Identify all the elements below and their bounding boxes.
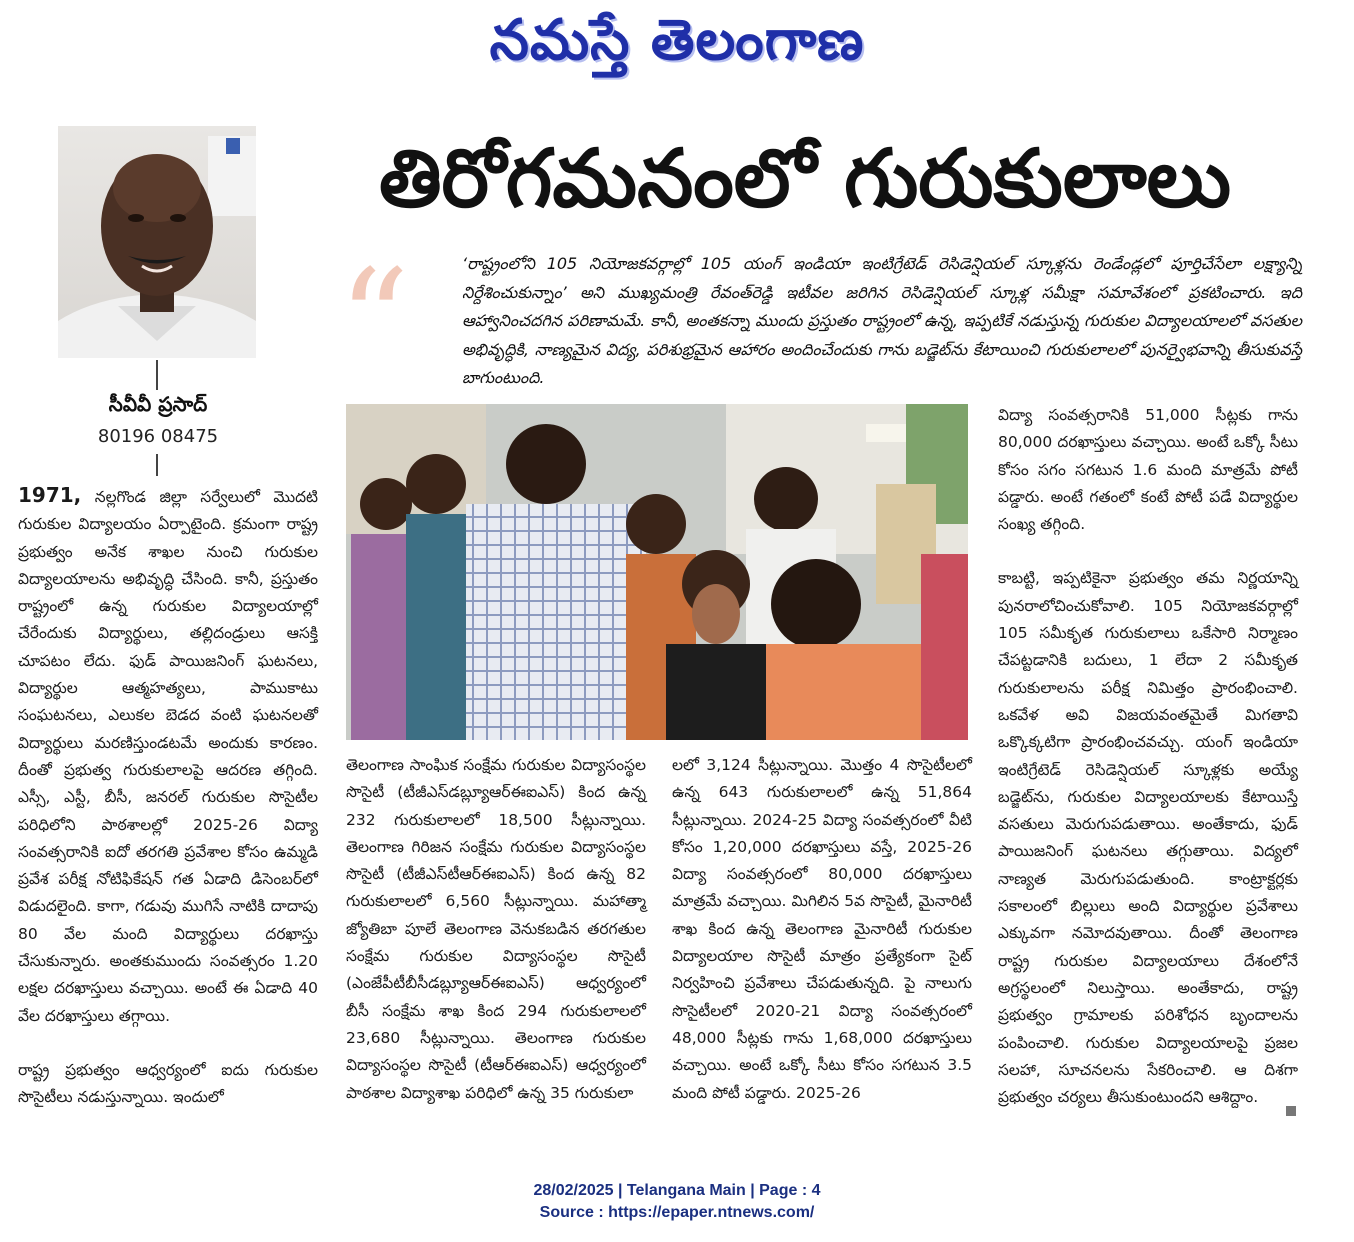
news-photo [346,404,968,740]
author-name: సీవీవీ ప్రసాద్‌ [108,392,208,416]
paragraph: తెలంగాణ సాంఘిక సంక్షేమ గురుకుల విద్యాసంస్థల సొసైటీ (టీజీఎస్‌డబ్ల్యూఆర్‌ఈఐఎస్‌) కింద ఉన్న 232 గురుకులాలలో 18,500 సీట్లున్నాయి. తెలంగాణ గిరిజన సంక్షేమ గురుకుల విద్యాసంస్థల సొసైటీ (టీజీఎస్‌టీఆర్‌ఈఐఎస్‌) కింద ఉన్న 82 గురుకులాలలో 6,560 సీట్లున్నాయి. మహాత్మా జ్యోతిబా పూలే తెలంగాణ వెనుకబడిన తరగతుల సంక్షేమ గురుకుల విద్యాసంస్థల సొసైటీ (ఎంజేపీటీబీసీడబ్ల్యూఆర్‌ఈఐఎస్‌) ఆధ్వర్యంలో బీసీ సంక్షేమ శాఖ కింద 294 గురుకులాలలో 23,680 సీట్లున్నాయి. తెలంగాణ గురుకుల విద్యాసంస్థల సొసైటీ (టీఆర్‌ఈఐఎస్‌) ఆధ్వర్యంలో పాఠశాల విద్యాశాఖ పరిధిలో ఉన్న 35 గురుకులా [346,756,646,1102]
paragraph: విద్యా సంవత్సరానికి 51,000 సీట్లకు గాను 80,000 దరఖాస్తులు వచ్చాయి. అంటే ఒక్కో సీటు కోసం సగం సగటున 1.6 మంది మాత్రమే పోటీ పడ్డారు. అంటే గతంలో కంటే పోటీ పడే విద్యార్థుల సంఖ్య తగ్గింది. [998,406,1298,534]
article-intro: ‘రాష్ట్రంలోని 105 నియోజకవర్గాల్లో 105 యంగ్‌ ఇండియా ఇంటిగ్రేటెడ్‌ రెసిడెన్షియల్‌ స్కూళ్లను రెండేండ్లలో పూర్తిచేసేలా లక్ష్యాన్ని నిర్దేశించుకున్నాం’ అని ముఖ్యమంత్రి రేవంత్‌రెడ్డి ఇటీవల జరిగిన రెసిడెన్షియల్‌ స్కూళ్ల సమీక్షా సమావేశంలో ప్రకటించారు. ఇది ఆహ్వానించదగిన పరిణామమే. కానీ, అంతకన్నా ముందు ప్రస్తుతం రాష్ట్రంలో ఉన్న, ఇప్పటికే నడుస్తున్న గురుకుల విద్యాలయాలలో వసతుల అభివృద్ధికి, నాణ్యమైన విద్య, పరిశుభ్రమైన ఆహారం అందించేందుకు గాను బడ్జెట్‌ను కేటాయించి గురుకులాలలో పునర్వైభవాన్ని తీసుకువస్తే బాగుంటుంది. [462,254,1302,387]
headline: తిరోగమనంలో గురుకులాలు [378,132,1231,225]
article-column-1 [18,482,318,1139]
article-column-3 [672,752,972,1134]
dropcap-year: 1971, [18,483,82,507]
crying-students-photo-icon [346,404,968,740]
footer-source-link[interactable]: Source : https://epaper.ntnews.com/ [539,1204,815,1221]
article-column-2 [346,752,646,1134]
masthead-logo: నమస్తే తెలంగాణ [489,8,865,73]
article-column-4 [998,402,1298,1138]
author-phone: 80196 08475 [97,426,219,447]
author-divider-top [156,360,158,390]
quote-mark-icon: “ [338,240,410,403]
author-divider-bottom [156,454,158,476]
end-of-article-square-icon [1286,1106,1296,1116]
author-photo [58,126,256,358]
paragraph-text: నల్లగొండ జిల్లా సర్వేలులో మొదటి గురుకుల విద్యాలయం ఏర్పాటైంది. క్రమంగా రాష్ట్ర ప్రభుత్వం అనేక శాఖల నుంచి గురుకుల విద్యాలయాలను అభివృద్ధి చేసింది. కానీ, ప్రస్తుతం రాష్ట్రంలో ఉన్న గురుకుల విద్యాలయాల్లో చేరేందుకు విద్యార్థులు, తల్లిదండ్రులు ఆసక్తి చూపటం లేదు. ఫుడ్‌ పాయిజనింగ్‌ ఘటనలు, విద్యార్థుల ఆత్మహత్యలు, పాముకాటు సంఘటనలు, ఎలుకల బెడద వంటి ఘటనలతో విద్యార్థులు మరణిస్తుండటమే అందుకు కారణం. దీంతో ప్రభుత్వ గురుకులాలపై ఆదరణ తగ్గింది. ఎస్సీ, ఎస్టీ, బీసీ, జనరల్‌ గురుకుల సొసైటీల పరిధిలోని పాఠశాలల్లో 2025-26 విద్యా సంవత్సరానికి ఐదో తరగతి ప్రవేశాల కోసం ఉమ్మడి ప్రవేశ పరీక్ష నోటిఫికేషన్‌ గత ఏడాది డిసెంబర్‌లో విడుదలైంది. కాగా, గడువు ముగిసే నాటికి దాదాపు 80 వేల మంది విద్యార్థులు దరఖాస్తు చేసుకున్నారు. అంతకుముందు సంవత్సరం 1.20 లక్షల దరఖాస్తులు వచ్చాయి. అంటే ఈ ఏడాది 40 వేల దరఖాస్తులు తగ్గాయి. [18,488,318,1025]
author-portrait-icon [58,126,256,358]
footer-edition-info: 28/02/2025 | Telangana Main | Page : 4 [533,1182,821,1199]
paragraph: లలో 3,124 సీట్లున్నాయి. మొత్తం 4 సొసైటీలలో ఉన్న 643 గురుకులాలలో ఉన్న 51,864 సీట్లున్నాయి. 2024-25 విద్యా సంవత్సరంలో వీటి కోసం 1,20,000 దరఖాస్తులు వస్తే, 2025-26 విద్యా సంవత్సరంలో 80,000 దరఖాస్తులు మాత్రమే వచ్చాయి. మిగిలిన 5వ సొసైటీ, మైనారిటీ శాఖ కింద ఉన్న తెలంగాణ మైనారిటీ గురుకుల విద్యాలయాల సొసైటీ మాత్రం ప్రత్యేకంగా సైట్‌ నిర్వహించి ప్రవేశాలు చేపడుతున్నది. పై నాలుగు సొసైటీలలో 2020-21 విద్యా సంవత్సరంలో 48,000 సీట్లకు గాను 1,68,000 దరఖాస్తులు వచ్చాయి. అంటే ఒక్కో సీటు కోసం సగటున 3.5 మంది పోటీ పడ్డారు. 2025-26 [672,756,972,1102]
paragraph: కాబట్టి, ఇప్పటికైనా ప్రభుత్వం తమ నిర్ణయాన్ని పునరాలోచించుకోవాలి. 105 నియోజకవర్గాల్లో 105 సమీకృత గురుకులాలు ఒకేసారి నిర్మాణం చేపట్టడానికి బదులు, 1 లేదా 2 సమీకృత గురుకులాలను పరీక్ష నిమిత్తం ప్రారంభించాలి. ఒకవేళ అవి విజయవంతమైతే మిగతావి ఒక్కొక్కటిగా ప్రారంభించవచ్చు. యంగ్‌ ఇండియా ఇంటిగ్రేటెడ్‌ రెసిడెన్షియల్‌ స్కూళ్లకు అయ్యే బడ్జెట్‌ను, గురుకుల విద్యాలయాలకు కేటాయిస్తే వసతులు మెరుగుపడుతాయి. అంతేకాదు, ఫుడ్‌ పాయిజనింగ్‌ ఘటనలు తగ్గుతాయి. విద్యలో నాణ్యత మెరుగుపడుతుంది. కాంట్రాక్టర్లకు సకాలంలో బిల్లులు అంది విద్యార్థుల ప్రవేశాలు ఎక్కువగా నమోదవుతాయి. దీంతో తెలంగాణ రాష్ట్ర గురుకుల విద్యాలయాలు దేశంలోనే అగ్రస్థలంలో నిలుస్తాయి. అంతేకాదు, రాష్ట్ర ప్రభుత్వం గ్రామాలకు పరిశోధన బృందాలను పంపించాలి. గురుకుల విద్యాలయాలపై ప్రజల సలహా, సూచనలను సేకరించాలి. ఆ దిశగా ప్రభుత్వం చర్యలు తీసుకుంటుందని ఆశిద్దాం. [998,569,1298,1107]
paragraph [18,482,318,1030]
paragraph: రాష్ట్ర ప్రభుత్వం ఆధ్వర్యంలో ఐదు గురుకుల సొసైటీలు నడుస్తున్నాయి. ఇందులో [18,1060,318,1107]
